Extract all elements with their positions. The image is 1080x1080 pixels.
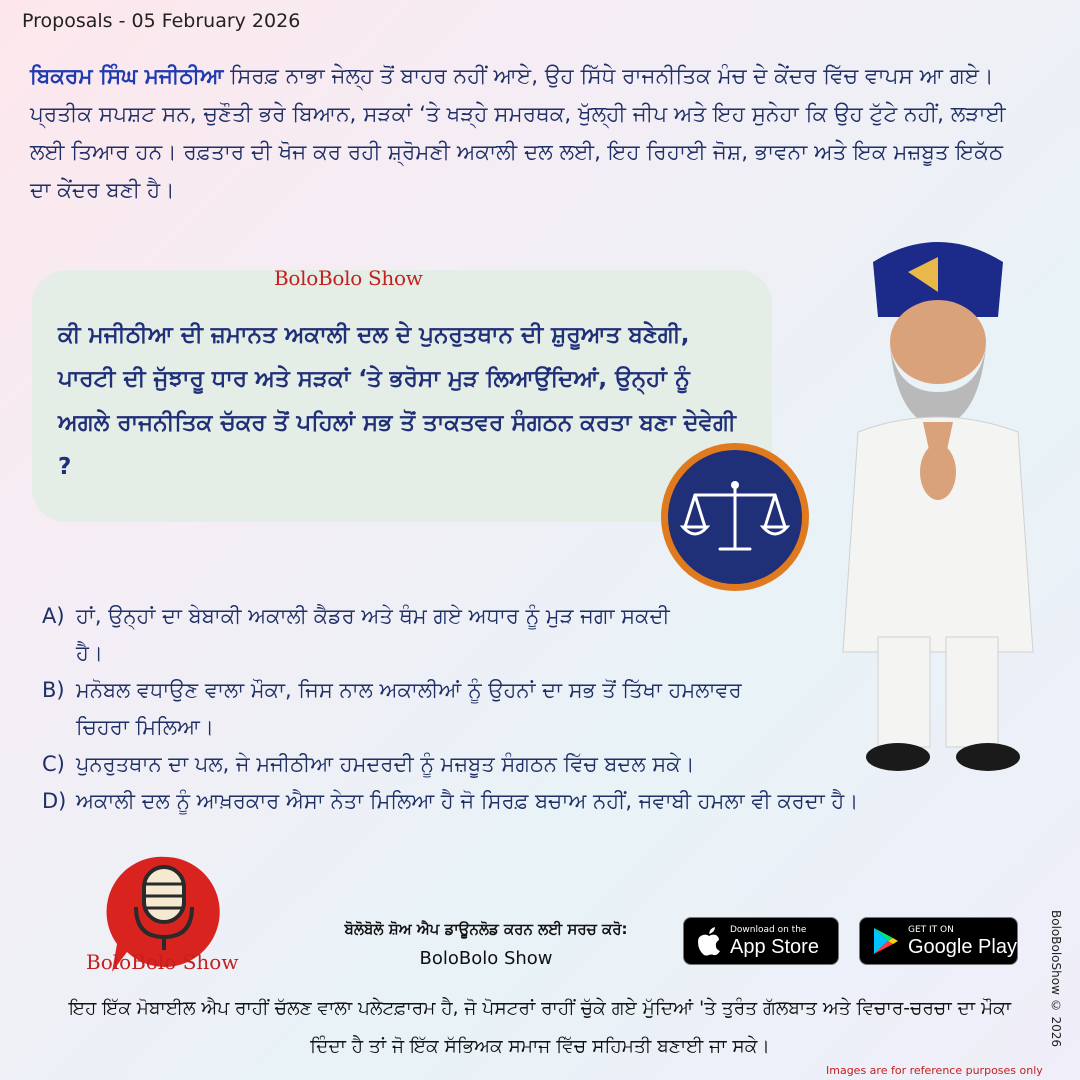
options-list bbox=[42, 598, 1042, 820]
option-letter: A) bbox=[42, 604, 65, 628]
option-text: ਮਨੋਬਲ ਵਧਾਉਣ ਵਾਲਾ ਮੌਕਾ, ਜਿਸ ਨਾਲ ਅਕਾਲੀਆਂ ਨੂੰ ਉਹਨਾਂ ਦਾ ਸਭ ਤੋਂ ਤਿੱਖਾ ਹਮਲਾਵਰ ਚਿਹਰਾ ਮਿਲਿਆ। bbox=[76, 678, 742, 739]
scales-badge bbox=[661, 443, 809, 591]
copyright: BoloBoloShow © 2026 bbox=[1049, 910, 1063, 1048]
footer-description: ਇਹ ਇੱਕ ਮੋਬਾਈਲ ਐਪ ਰਾਹੀਂ ਚੱਲਣ ਵਾਲਾ ਪਲੇਟਫ਼ਾਰਮ ਹੈ, ਜੋ ਪੋਸਟਰਾਂ ਰਾਹੀਂ ਚੁੱਕੇ ਗਏ ਮੁੱਦਿਆਂ 'ਤੇ ਤੁਰੰਤ ਗੱਲਬਾਤ ਅਤੇ ਵਿਚਾਰ-ਚਰਚਾ ਦਾ ਮੌਕਾ ਦਿੰਦਾ ਹੈ ਤਾਂ ਜੋ ਇੱਕ ਸੱਭਿਅਕ ਸਮਾਜ ਵਿੱਚ ਸਹਿਮਤੀ ਬਣਾਈ ਜਾ ਸਕੇ। bbox=[68, 998, 1012, 1057]
option-text: ਹਾਂ, ਉਨ੍ਹਾਂ ਦਾ ਬੇਬਾਕੀ ਅਕਾਲੀ ਕੈਡਰ ਅਤੇ ਥੰਮ ਗਏ ਅਧਾਰ ਨੂੰ ਮੁੜ ਜਗਾ ਸਕਦੀ ਹੈ। bbox=[76, 604, 670, 665]
intro-paragraph bbox=[30, 58, 1030, 210]
page-header: Proposals - 05 February 2026 bbox=[22, 10, 301, 32]
option-letter: D) bbox=[42, 789, 67, 813]
question-text: ਕੀ ਮਜੀਠੀਆ ਦੀ ਜ਼ਮਾਨਤ ਅਕਾਲੀ ਦਲ ਦੇ ਪੁਨਰੁਤਥਾਨ ਦੀ ਸ਼ੁਰੂਆਤ ਬਣੇਗੀ, ਪਾਰਟੀ ਦੀ ਜੁੱਝਾਰੂ ਧਾਰ ਅਤੇ ਸੜਕਾਂ ‘ਤੇ ਭਰੋਸਾ ਮੁੜ ਲਿਆਉਂਦਿਆਂ, ਉਨ੍ਹਾਂ ਨੂੰ ਅਗਲੇ ਰਾਜਨੀਤਿਕ ਚੱਕਰ ਤੋਂ ਪਹਿਲਾਂ ਸਭ ਤੋਂ ਤਾਕਤਵਰ ਸੰਗਠਨ ਕਰਤਾ ਬਣਾ ਦੇਵੇਗੀ ? bbox=[58, 322, 736, 480]
option-text: ਪੁਨਰੁਤਥਾਨ ਦਾ ਪਲ, ਜੇ ਮਜੀਠੀਆ ਹਮਦਰਦੀ ਨੂੰ ਮਜ਼ਬੂਤ ਸੰਗਠਨ ਵਿੱਚ ਬਦਲ ਸਕੇ। bbox=[76, 752, 695, 776]
intro-name: ਬਿਕਰਮ ਸਿੰਘ ਮਜੀਠੀਆ bbox=[30, 64, 224, 89]
brand-logo-text: BoloBolo Show bbox=[86, 950, 239, 974]
app-store-small: Download on the bbox=[730, 924, 807, 935]
option-d[interactable] bbox=[42, 783, 1042, 820]
option-c[interactable] bbox=[42, 746, 1042, 783]
option-a[interactable] bbox=[42, 598, 1042, 672]
google-play-big: Google Play bbox=[908, 935, 1017, 958]
app-store-button[interactable] bbox=[683, 917, 839, 965]
intro-text: ਸਿਰਫ਼ ਨਾਭਾ ਜੇਲ੍ਹ ਤੋਂ ਬਾਹਰ ਨਹੀਂ ਆਏ, ਉਹ ਸਿੱਧੇ ਰਾਜਨੀਤਿਕ ਮੰਚ ਦੇ ਕੇਂਦਰ ਵਿੱਚ ਵਾਪਸ ਆ ਗਏ। ਪ੍ਰਤੀਕ ਸਪਸ਼ਟ ਸਨ, ਚੁਣੌਤੀ ਭਰੇ ਬਿਆਨ, ਸੜਕਾਂ ‘ਤੇ ਖੜ੍ਹੇ ਸਮਰਥਕ, ਖੁੱਲ੍ਹੀ ਜੀਪ ਅਤੇ ਇਹ ਸੁਨੇਹਾ ਕਿ ਉਹ ਟੁੱਟੇ ਨਹੀਂ, ਲੜਾਈ ਲਈ ਤਿਆਰ ਹਨ। ਰਫ਼ਤਾਰ ਦੀ ਖੋਜ ਕਰ ਰਹੀ ਸ਼੍ਰੋਮਣੀ ਅਕਾਲੀ ਦਲ ਲਈ, ਇਹ ਰਿਹਾਈ ਜੋਸ਼, ਭਾਵਨਾ ਅਤੇ ਇਕ ਮਜ਼ਬੂਤ ਇਕੱਠ ਦਾ ਕੇਂਦਰ ਬਣੀ ਹੈ। bbox=[30, 64, 1006, 203]
option-letter: B) bbox=[42, 678, 65, 702]
search-term: BoloBolo Show bbox=[419, 948, 553, 969]
question-brand: BoloBolo Show bbox=[274, 266, 423, 290]
option-text: ਅਕਾਲੀ ਦਲ ਨੂੰ ਆਖ਼ਰਕਾਰ ਐਸਾ ਨੇਤਾ ਮਿਲਿਆ ਹੈ ਜੋ ਸਿਰਫ਼ ਬਚਾਅ ਨਹੀਂ, ਜਵਾਬੀ ਹਮਲਾ ਵੀ ਕਰਦਾ ਹੈ। bbox=[76, 789, 859, 813]
google-play-button[interactable] bbox=[859, 917, 1018, 965]
app-store-big: App Store bbox=[730, 935, 819, 958]
option-b[interactable] bbox=[42, 672, 1042, 746]
option-letter: C) bbox=[42, 752, 65, 776]
google-play-small: GET IT ON bbox=[908, 924, 954, 935]
apple-icon bbox=[696, 926, 722, 956]
scales-of-justice-icon bbox=[668, 450, 802, 584]
image-disclaimer: Images are for reference purposes only bbox=[826, 1064, 1043, 1077]
google-play-icon bbox=[872, 926, 900, 956]
search-instruction: ਬੋਲੋਬੋਲੋ ਸ਼ੋਅ ਐਪ ਡਾਊਨਲੋਡ ਕਰਨ ਲਈ ਸਰਚ ਕਰੋ: bbox=[344, 920, 628, 938]
